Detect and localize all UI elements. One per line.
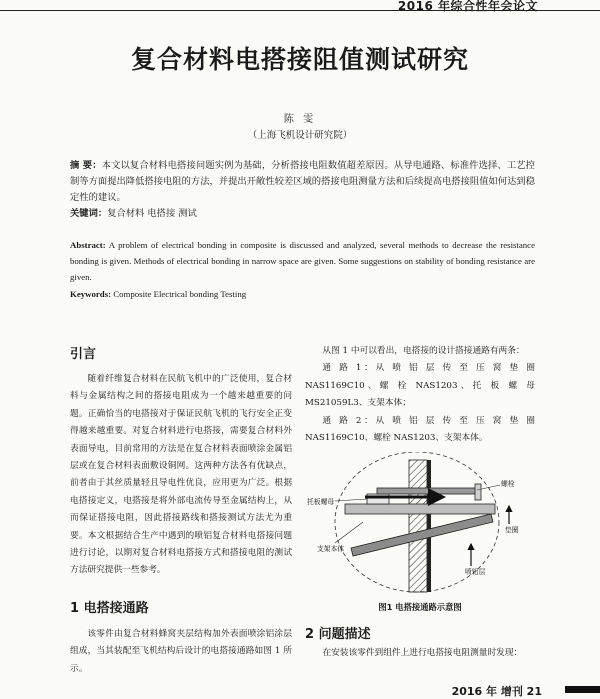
corner-mark xyxy=(565,686,600,693)
label-washer: 垫圈 xyxy=(505,526,519,534)
abstract-en-text: A problem of electrical bonding in composite is discussed and analyzed, several methods to decrease the resistance bonding is given. Methods of electrical bonding in narrow space are given. Some suggestions on stability of bonding resistance are given. xyxy=(70,240,535,283)
keywords-en-label: Keywords: xyxy=(70,288,112,299)
section-2-paragraph: 在安装该零件到组件上进行电搭接电阻测量时发现： xyxy=(322,648,523,658)
composite-panel xyxy=(409,460,427,592)
section-1-heading: 1 电搭接通路 xyxy=(70,601,149,616)
affiliation: （上海飞机设计研究院） xyxy=(247,130,353,141)
bolt xyxy=(377,488,477,494)
keywords-cn-label: 关键词： xyxy=(70,208,108,219)
intro-body xyxy=(70,371,292,580)
label-al-layer: 喷铝层 xyxy=(465,568,486,576)
keywords-en: Composite Electrical bonding Testing xyxy=(113,288,247,299)
author: 陈 雯 xyxy=(283,114,317,125)
keywords-cn: 复合材料 电搭接 测试 xyxy=(107,208,197,219)
abstract-en xyxy=(70,237,535,302)
label-nut: 托板螺母 xyxy=(307,498,335,506)
page-footer: 2016 年 增刊 21 xyxy=(451,685,542,698)
abstract-en-label: Abstract: xyxy=(70,240,106,250)
leader-bracket xyxy=(335,522,363,543)
section-2-body xyxy=(305,645,535,662)
paper-title: 复合材料电搭接阻值测试研究 xyxy=(130,45,469,74)
intro-paragraph: 随着纤维复合材料在民航飞机中的广泛使用，复合材料与金属结构之间的搭接电阻成为一个越来越重要的问题。正确恰当的电搭接对于保证民航飞机的飞行安全正变得越来越重要。对复合材料进行电搭接，需要复合材料外表面导电，目前常用的方法是在复合材料表面喷涂金属铝层或在复合材料表面敷设铜网。这两种方法各有优缺点，前者由于其丝质量轻且导电性优良，应用更为广泛。根据电搭接定义，电搭接是将外部电流传导至金属结构上，从而保证搭接电阻，因此搭接路线和搭接测试方法尤为重要。本文根据结合生产中遇到的喷铝复合材料电搭接问题进行讨论，以期对复合材料电搭接方式和搭接电阻的测试方法研究提供一些参考。 xyxy=(70,374,292,576)
bracket-plate xyxy=(345,504,495,514)
figure-caption: 图1 电搭接通路示意图 xyxy=(378,602,462,612)
washer xyxy=(475,484,481,500)
paths-intro: 从图 1 中可以看出，电搭接的设计搭接通路有两条： xyxy=(322,346,525,356)
abstract-cn xyxy=(70,158,535,222)
abstract-cn-text: 本文以复合材料电搭接问题实例为基础，分析搭接电阻数值超差原因。从导电通路、标准件选择、工艺控制等方面提出降低搭接电阻的方法，并提出开敞性较差区域的搭接电阻测量方法和后续提高电搭接阻值如何达到稳定性的建议。 xyxy=(70,160,535,203)
bonding-path-diagram xyxy=(305,452,535,597)
aluminium-layer xyxy=(427,460,431,592)
label-bolt: 螺栓 xyxy=(501,480,515,488)
path-2: 通 路 2：从 喷 铝 层 传 至 压 窝 垫 圈 NAS1169C10、螺栓 NAS1203、支架本体。 xyxy=(305,415,535,444)
section-1-paragraph: 该零件由复合材料蜂窝夹层结构加外表面喷涂铝涂层组成，当其装配至飞机结构后设计的电搭接通路如图 1 所示。 xyxy=(70,629,292,674)
intro-heading: 引言 xyxy=(70,347,97,362)
abstract-cn-label: 摘 要： xyxy=(70,160,102,171)
section-2-heading: 2 问题描述 xyxy=(305,627,371,642)
path-1: 通 路 1：从 喷 铝 层 传 至 压 窝 垫 圈 NAS1169C10、螺 栓 NAS1203、托 板 螺 母 MS21059L3、支架本体； xyxy=(305,363,535,409)
section-1-body xyxy=(70,626,292,678)
right-column-text xyxy=(305,343,535,447)
running-head: 2016 年综合性年会论文 xyxy=(397,0,538,13)
label-bracket: 支架本体 xyxy=(317,545,345,553)
